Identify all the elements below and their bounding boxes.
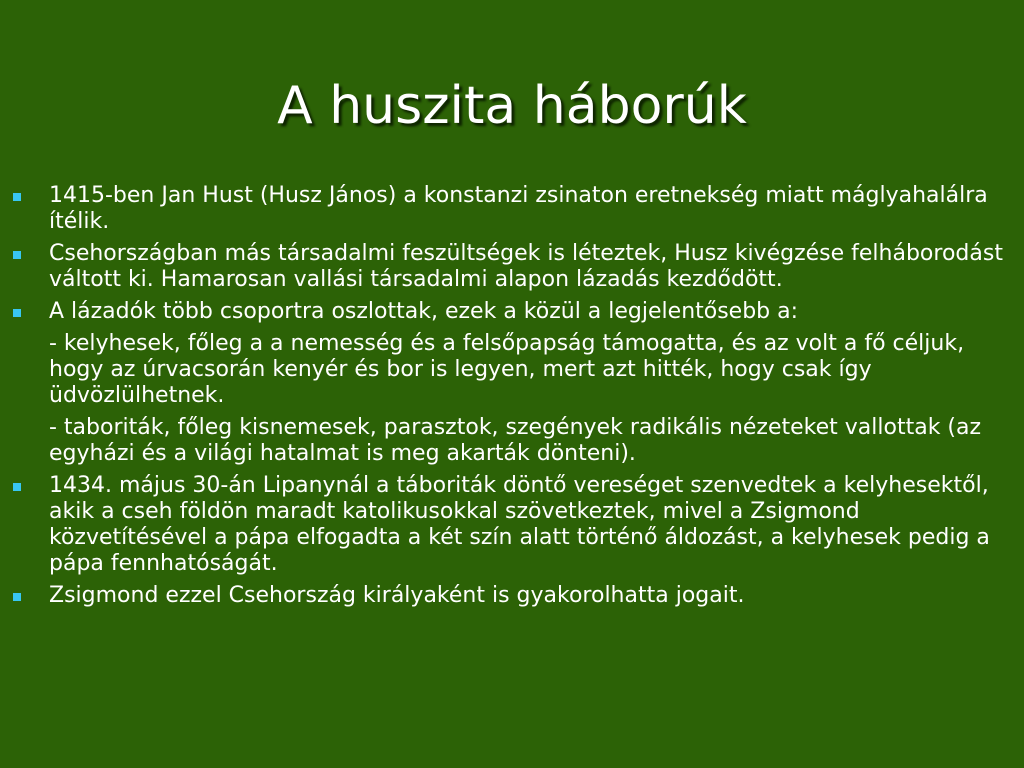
list-item-text: Zsigmond ezzel Csehország királyaként is gyakorolhatta jogait. bbox=[49, 583, 745, 608]
list-item bbox=[13, 241, 1013, 293]
square-bullet-icon bbox=[13, 593, 21, 601]
list-item-text: - taboriták, főleg kisnemesek, parasztok, szegények radikális nézeteket vallottak (az egyházi és a világi hatalmat is meg akarták dönteni). bbox=[49, 415, 982, 466]
list-item-text: - kelyhesek, főleg a a nemesség és a felsőpapság támogatta, és az volt a fő céljuk, hogy az úrvacsorán kenyér és bor is legyen, mert azt hitték, hogy csak így üdvözlülhetnek. bbox=[49, 331, 965, 408]
list-item-text: Csehországban más társadalmi feszültségek is léteztek, Husz kivégzése felháborodást váltott ki. Hamarosan vallási társadalmi alapon lázadás kezdődött. bbox=[49, 241, 1003, 292]
square-bullet-icon bbox=[13, 483, 21, 491]
list-item-text: 1415-ben Jan Hust (Husz János) a konstanzi zsinaton eretnekség miatt máglyahalálra ítélik. bbox=[49, 183, 988, 234]
square-bullet-icon bbox=[13, 309, 21, 317]
list-item bbox=[13, 183, 1013, 235]
square-bullet-icon bbox=[13, 251, 21, 259]
list-item bbox=[13, 473, 1013, 577]
list-item bbox=[13, 299, 1013, 325]
bullet-list bbox=[13, 183, 1013, 615]
square-bullet-icon bbox=[13, 193, 21, 201]
list-item-text: A lázadók több csoportra oszlottak, ezek a közül a legjelentősebb a: bbox=[49, 299, 799, 324]
slide-title: A huszita háborúk bbox=[277, 76, 747, 136]
list-subitem bbox=[13, 415, 1013, 467]
list-item-text: 1434. május 30-án Lipanynál a táboriták döntő vereséget szenvedtek a kelyhesektől, akik a cseh földön maradt katolikusokkal szövetkeztek, mivel a Zsigmond közvetítésével a pápa elfogadta a két szín alatt történő áldozást, a kelyhesek pedig a pápa fennhatóságát. bbox=[49, 473, 990, 576]
list-item bbox=[13, 583, 1013, 609]
list-subitem bbox=[13, 331, 1013, 409]
